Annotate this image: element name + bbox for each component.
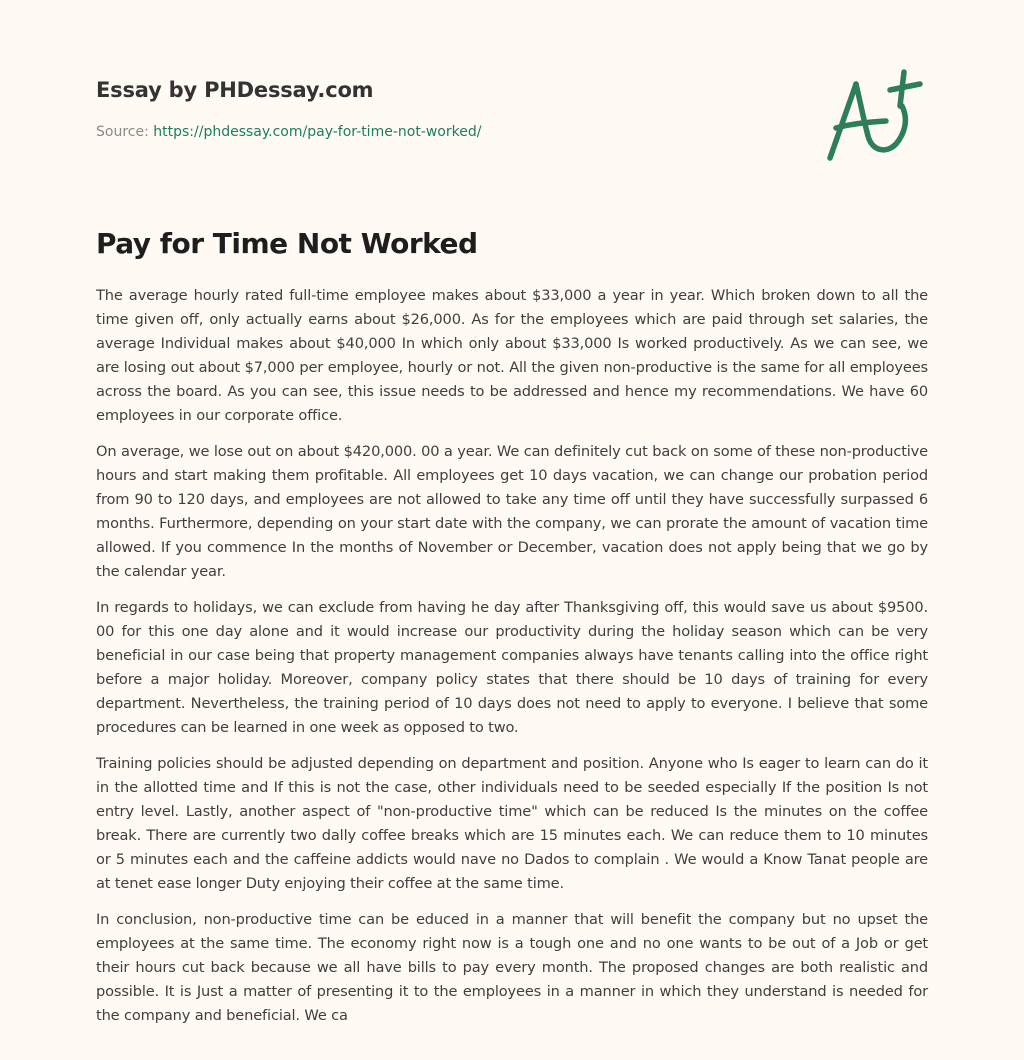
essay-paragraph: Training policies should be adjusted depending on department and position. Anyone who Is eager to learn can do it in the allotted time and If this is not the case, other individuals need to be seeded especially If the position Is not entry level. Lastly, another aspect of "non-productive time" which can be reduced Is the minutes on the coffee break. There are currently two dally coffee breaks which are 15 minutes each. We can reduce them to 10 minutes or 5 minutes each and the caffeine addicts would nave no Dados to complain . We would a Know Tanat people are at tenet ease longer Duty enjoying their coffee at the same time. bbox=[96, 755, 928, 892]
essay-paragraph: The average hourly rated full-time employee makes about $33,000 a year in year. Which broken down to all the time given off, only actually earns about $26,000. As for the employees which are paid through set salaries, the average Individual makes about $40,000 In which only about $33,000 Is worked productively. As we can see, we are losing out about $7,000 per employee, hourly or not. All the given non-productive is the same for all employees across the board. As you can see, this issue needs to be addressed and hence my recommendations. We have 60 employees in our corporate office. bbox=[96, 287, 928, 424]
essay-body bbox=[96, 284, 928, 1040]
essay-title: Pay for Time Not Worked bbox=[96, 227, 478, 260]
source-link[interactable]: https://phdessay.com/pay-for-time-not-worked/ bbox=[153, 124, 482, 140]
source-label: Source: bbox=[96, 124, 149, 140]
essay-paragraph: In conclusion, non-productive time can be educed in a manner that will benefit the company but no upset the employees at the same time. The economy right now is a tough one and no one wants to be out of a Job or get their hours cut back because we all have bills to pay every month. The proposed changes are both realistic and possible. It is Just a matter of presenting it to the employees in a manner in which they understand is needed for the company and beneficial. We ca bbox=[96, 911, 928, 1024]
essay-paragraph: In regards to holidays, we can exclude from having he day after Thanksgiving off, this would save us about $9500. 00 for this one day alone and it would increase our productivity during the holiday season which can be very beneficial in our case being that property management companies always have tenants calling into the office right before a major holiday. Moreover, company policy states that there should be 10 days of training for every department. Nevertheless, the training period of 10 days does not need to apply to everyone. I believe that some procedures can be learned in one week as opposed to two. bbox=[96, 599, 928, 736]
a-plus-grade-icon bbox=[820, 66, 930, 166]
source-line bbox=[96, 122, 796, 142]
essay-header bbox=[96, 76, 796, 142]
essay-paragraph: On average, we lose out on about $420,000. 00 a year. We can definitely cut back on some of these non-productive hours and start making them profitable. All employees get 10 days vacation, we can change our probation period from 90 to 120 days, and employees are not allowed to take any time off until they have successfully surpassed 6 months. Furthermore, depending on your start date with the company, we can prorate the amount of vacation time allowed. If you commence In the months of November or December, vacation does not apply being that we go by the calendar year. bbox=[96, 443, 928, 580]
site-title: Essay by PHDessay.com bbox=[96, 78, 374, 102]
